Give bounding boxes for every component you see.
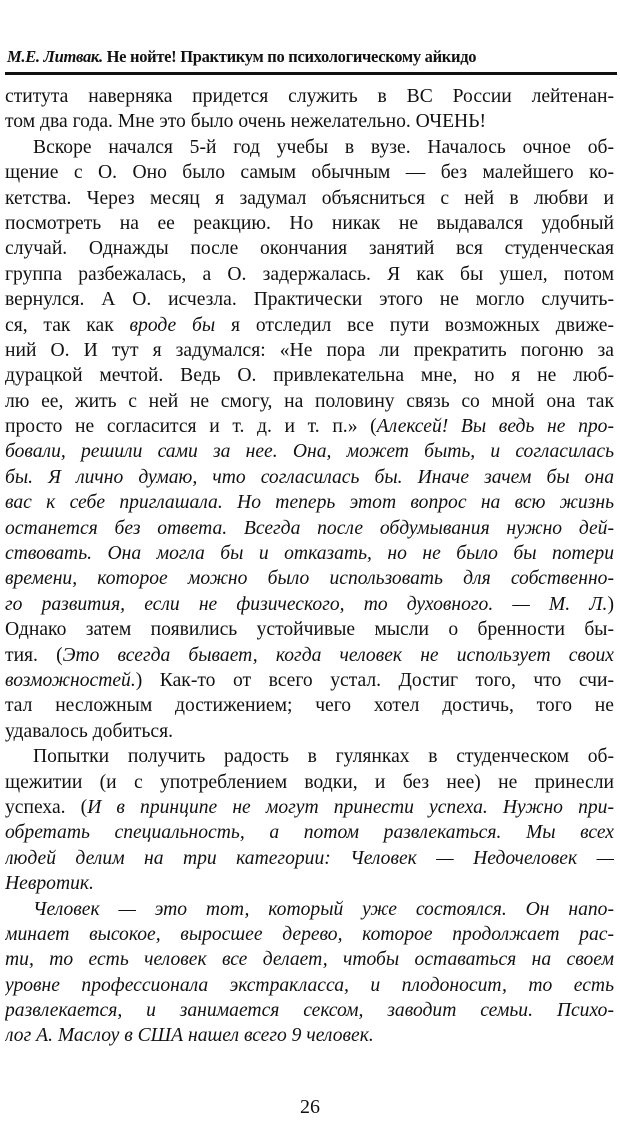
text-segment: посмотреть на ее реакцию. Но никак не выдавался удобный	[5, 212, 614, 234]
text-line	[5, 795, 614, 820]
text-line	[5, 998, 614, 1023]
italic-text-segment: Алексей! Вы ведь не про-	[376, 416, 614, 438]
text-segment: том два года. Мне это было очень нежелательно. ОЧЕНЬ!	[5, 111, 486, 133]
text-line	[5, 262, 614, 287]
text-line	[5, 744, 614, 769]
italic-text-segment: обретать специальность, а потом развлекаться. Мы всех	[5, 822, 614, 844]
text-line	[5, 973, 614, 998]
italic-text-segment: времени, которое можно было использовать для собственно-	[5, 568, 614, 590]
text-line	[5, 287, 614, 312]
text-segment: группа разбежалась, а О. задержалась. Я как бы ушел, потом	[5, 263, 614, 285]
text-line	[5, 871, 614, 896]
text-line	[5, 439, 614, 464]
running-head-title: Не нойте! Практикум по психологическому айкидо	[102, 47, 477, 66]
text-line	[5, 465, 614, 490]
running-head	[7, 47, 613, 67]
text-line	[5, 338, 614, 363]
text-line	[5, 363, 614, 388]
text-line	[5, 617, 614, 642]
text-segment: щежитии (и с употреблением водки, и без нее) не принесли	[5, 771, 614, 793]
text-line	[5, 1023, 614, 1048]
text-line	[5, 236, 614, 261]
text-line	[5, 160, 614, 185]
italic-text-segment: возможностей.	[5, 669, 136, 691]
text-line	[5, 84, 614, 109]
text-segment: )	[607, 593, 614, 615]
text-line	[5, 313, 614, 338]
italic-text-segment: развлекается, и занимается сексом, заводит семьи. Психо-	[5, 1000, 614, 1022]
text-segment: удавалось добиться.	[5, 720, 174, 742]
text-segment: тия. (	[5, 644, 63, 666]
italic-text-segment: ти, то есть человек все делает, чтобы оставаться на своем	[5, 949, 614, 971]
text-line	[5, 211, 614, 236]
text-line	[5, 109, 614, 134]
text-line	[5, 643, 614, 668]
italic-text-segment: го развития, если не физического, то духовного. — М. Л.	[5, 593, 608, 615]
body-text	[5, 84, 614, 1049]
italic-text-segment: останется без ответа. Всегда после обдумывания нужно дей-	[5, 517, 614, 539]
running-head-author: М.Е. Литвак.	[7, 47, 103, 66]
text-segment: вернулся. А О. исчезла. Практически этого не могло случить-	[5, 289, 614, 311]
text-segment: успеха. (	[5, 796, 88, 818]
text-line	[5, 566, 614, 591]
text-line	[5, 820, 614, 845]
text-line	[5, 947, 614, 972]
italic-text-segment: минает высокое, выросшее дерево, которое продолжает рас-	[5, 923, 614, 945]
italic-text-segment: уровне профессионала экстракласса, и плодоносит, то есть	[5, 974, 614, 996]
italic-text-segment: бовали, решили сами за нее. Она, может быть, и согласилась	[5, 441, 614, 463]
italic-text-segment: И в принципе не могут принести успеха. Нужно при-	[87, 796, 614, 818]
text-segment: ний О. И тут я задумался: «Не пора ли прекратить погоню за	[5, 339, 614, 361]
text-segment: случай. Однажды после окончания занятий вся студенческая	[5, 238, 614, 260]
text-line	[5, 389, 614, 414]
text-line	[5, 668, 614, 693]
text-line	[5, 719, 614, 744]
text-segment: ся, так как	[5, 314, 130, 336]
text-segment: тал несложным достижением; чего хотел достичь, того не	[5, 695, 614, 717]
text-line	[5, 922, 614, 947]
text-segment: Однако затем появились устойчивые мысли о бренности бы-	[5, 619, 614, 641]
header-rule	[5, 72, 617, 75]
text-line	[5, 414, 614, 439]
text-segment: дурацкой мечтой. Ведь О. привлекательна мне, но я не люб-	[5, 365, 614, 387]
text-line	[5, 186, 614, 211]
italic-text-segment: Человек — это тот, который уже состоялся. Он напо-	[33, 898, 614, 920]
text-line	[5, 135, 614, 160]
italic-text-segment: вас к себе приглашала. Но теперь этот вопрос на всю жизнь	[5, 492, 614, 514]
text-segment: щение с О. Оно было самым обычным — без малейшего ко-	[5, 162, 614, 184]
italic-text-segment: вроде бы	[129, 314, 216, 336]
text-line	[5, 897, 614, 922]
text-segment: Вскоре начался 5-й год учебы в вузе. Началось очное об-	[33, 136, 614, 158]
text-segment: ститута наверняка придется служить в ВС России лейтенан-	[5, 86, 614, 107]
text-line	[5, 541, 614, 566]
italic-text-segment: людей делим на три категории: Человек — Недочеловек —	[5, 847, 614, 869]
text-line	[5, 592, 614, 617]
italic-text-segment: бы. Я лично думаю, что согласилась бы. Иначе зачем бы она	[5, 466, 614, 488]
text-line	[5, 490, 614, 515]
text-line	[5, 693, 614, 718]
italic-text-segment: лог А. Маслоу в США нашел всего 9 человек.	[5, 1025, 374, 1047]
text-segment: ) Как-то от всего устал. Достиг того, что счи-	[135, 669, 614, 691]
text-line	[5, 516, 614, 541]
text-segment: лю ее, жить с ней не смогу, на половину связь со мной она так	[5, 390, 614, 412]
text-segment: просто не согласится и т. д. и т. п.» (	[5, 416, 377, 438]
italic-text-segment: Невротик.	[5, 873, 94, 895]
italic-text-segment: ствовать. Она могла бы и отказать, но не было бы потери	[5, 543, 614, 565]
text-line	[5, 770, 614, 795]
page-number: 26	[300, 1096, 320, 1118]
text-segment: кетства. Через месяц я задумал объясниться с ней в любви и	[5, 187, 614, 209]
text-segment: я отследил все пути возможных движе-	[215, 314, 614, 336]
text-segment: Попытки получить радость в гулянках в студенческом об-	[33, 746, 614, 768]
italic-text-segment: Это всегда бывает, когда человек не использует своих	[62, 644, 614, 666]
text-line	[5, 846, 614, 871]
